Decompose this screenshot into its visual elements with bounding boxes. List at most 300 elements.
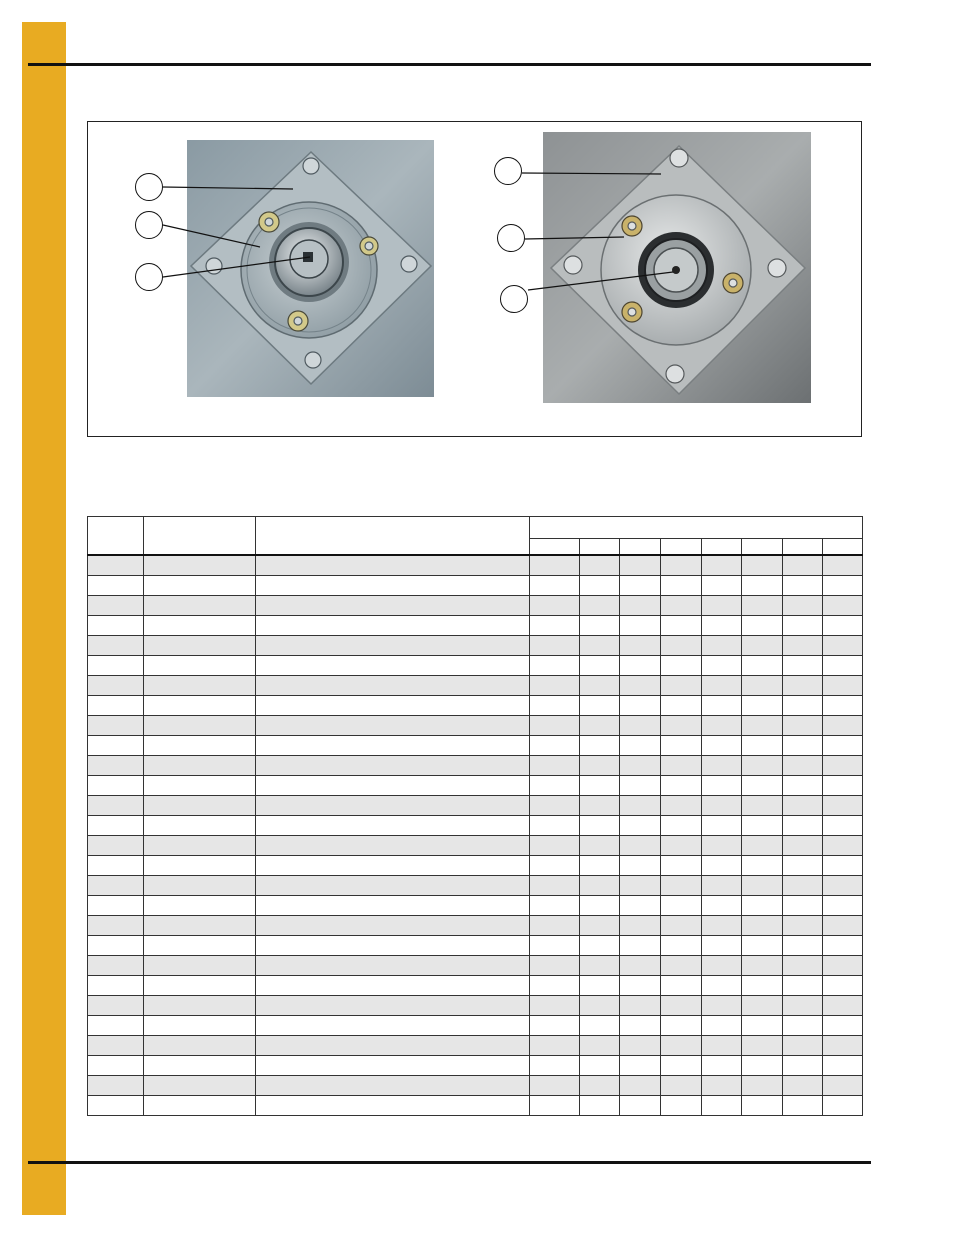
side-color-bar — [22, 22, 66, 1215]
table-cell — [661, 616, 702, 636]
table-cell — [144, 696, 256, 716]
table-cell — [702, 555, 742, 576]
table-cell — [742, 876, 783, 896]
table-cell — [530, 856, 580, 876]
header-rule — [28, 63, 871, 66]
header-description — [256, 517, 530, 556]
table-cell — [823, 1056, 863, 1076]
table-row — [88, 916, 863, 936]
table-cell — [256, 1076, 530, 1096]
table-cell — [783, 1076, 823, 1096]
table-cell — [783, 596, 823, 616]
table-cell — [783, 976, 823, 996]
table-cell — [144, 796, 256, 816]
table-cell — [783, 816, 823, 836]
table-cell — [88, 676, 144, 696]
header-group — [530, 517, 863, 539]
table-cell — [702, 756, 742, 776]
table-cell — [620, 1056, 661, 1076]
table-cell — [661, 696, 702, 716]
table-cell — [530, 936, 580, 956]
table-cell — [620, 736, 661, 756]
table-cell — [783, 1036, 823, 1056]
table-cell — [144, 736, 256, 756]
table-cell — [580, 816, 620, 836]
table-cell — [530, 896, 580, 916]
table-cell — [256, 656, 530, 676]
table-cell — [580, 636, 620, 656]
table-cell — [783, 956, 823, 976]
table-cell — [580, 1016, 620, 1036]
table-cell — [256, 696, 530, 716]
table-cell — [702, 1096, 742, 1116]
table-cell — [256, 636, 530, 656]
table-cell — [144, 916, 256, 936]
table-cell — [530, 836, 580, 856]
table-cell — [144, 816, 256, 836]
table-row — [88, 636, 863, 656]
table-cell — [580, 736, 620, 756]
table-cell — [742, 716, 783, 736]
table-row — [88, 996, 863, 1016]
table-cell — [530, 916, 580, 936]
table-cell — [580, 696, 620, 716]
table-cell — [742, 856, 783, 876]
table-cell — [620, 976, 661, 996]
table-cell — [823, 636, 863, 656]
table-cell — [530, 596, 580, 616]
table-cell — [742, 696, 783, 716]
table-cell — [256, 736, 530, 756]
table-cell — [88, 1056, 144, 1076]
table-cell — [742, 976, 783, 996]
table-cell — [742, 616, 783, 636]
table-row — [88, 656, 863, 676]
table-cell — [530, 976, 580, 996]
table-cell — [783, 916, 823, 936]
table-cell — [783, 896, 823, 916]
table-cell — [88, 1096, 144, 1116]
table-cell — [823, 696, 863, 716]
table-cell — [823, 896, 863, 916]
table-cell — [823, 836, 863, 856]
table-cell — [783, 856, 823, 876]
table-cell — [580, 616, 620, 636]
table-cell — [530, 876, 580, 896]
figure-panel — [87, 121, 862, 437]
table-cell — [580, 976, 620, 996]
table-cell — [88, 996, 144, 1016]
table-cell — [580, 756, 620, 776]
table-cell — [620, 616, 661, 636]
parts-table-body — [88, 555, 863, 1116]
table-cell — [88, 836, 144, 856]
table-cell — [661, 816, 702, 836]
table-cell — [144, 996, 256, 1016]
footer-rule — [28, 1161, 871, 1164]
table-row — [88, 736, 863, 756]
table-cell — [88, 576, 144, 596]
table-row — [88, 576, 863, 596]
table-cell — [256, 1036, 530, 1056]
table-cell — [256, 936, 530, 956]
table-row — [88, 1036, 863, 1056]
table-cell — [661, 656, 702, 676]
table-cell — [530, 1036, 580, 1056]
table-cell — [620, 596, 661, 616]
table-cell — [823, 996, 863, 1016]
table-cell — [742, 796, 783, 816]
table-cell — [256, 876, 530, 896]
table-cell — [620, 996, 661, 1016]
table-cell — [256, 1016, 530, 1036]
table-cell — [530, 716, 580, 736]
table-cell — [702, 1036, 742, 1056]
subheader-2 — [580, 539, 620, 556]
table-cell — [620, 936, 661, 956]
table-cell — [742, 916, 783, 936]
table-cell — [530, 816, 580, 836]
table-cell — [742, 1056, 783, 1076]
table-cell — [742, 576, 783, 596]
table-cell — [620, 876, 661, 896]
table-cell — [742, 1036, 783, 1056]
table-cell — [256, 976, 530, 996]
table-cell — [661, 796, 702, 816]
table-cell — [742, 936, 783, 956]
subheader-4 — [661, 539, 702, 556]
table-cell — [620, 756, 661, 776]
table-cell — [256, 796, 530, 816]
table-cell — [144, 836, 256, 856]
table-cell — [742, 836, 783, 856]
table-cell — [823, 876, 863, 896]
table-cell — [823, 596, 863, 616]
table-cell — [702, 1016, 742, 1036]
table-cell — [580, 1076, 620, 1096]
table-cell — [783, 696, 823, 716]
table-row — [88, 1056, 863, 1076]
table-cell — [256, 676, 530, 696]
table-cell — [620, 856, 661, 876]
table-cell — [823, 736, 863, 756]
table-cell — [580, 936, 620, 956]
subheader-5 — [702, 539, 742, 556]
table-cell — [661, 1096, 702, 1116]
table-cell — [620, 696, 661, 716]
table-cell — [144, 596, 256, 616]
table-cell — [823, 616, 863, 636]
table-row — [88, 1016, 863, 1036]
table-cell — [823, 716, 863, 736]
table-cell — [256, 836, 530, 856]
table-cell — [823, 956, 863, 976]
table-cell — [530, 696, 580, 716]
table-cell — [742, 596, 783, 616]
subheader-7 — [783, 539, 823, 556]
table-cell — [580, 656, 620, 676]
table-cell — [783, 656, 823, 676]
table-cell — [580, 676, 620, 696]
table-cell — [661, 1076, 702, 1096]
table-cell — [88, 555, 144, 576]
table-cell — [620, 836, 661, 856]
table-cell — [620, 576, 661, 596]
table-cell — [144, 856, 256, 876]
right-callout-3 — [500, 285, 528, 313]
table-cell — [530, 555, 580, 576]
table-cell — [88, 776, 144, 796]
table-cell — [256, 856, 530, 876]
table-cell — [661, 596, 702, 616]
table-cell — [702, 636, 742, 656]
table-cell — [256, 576, 530, 596]
table-cell — [530, 756, 580, 776]
table-cell — [783, 796, 823, 816]
table-cell — [144, 716, 256, 736]
table-cell — [88, 736, 144, 756]
table-cell — [661, 716, 702, 736]
table-cell — [783, 996, 823, 1016]
table-row — [88, 1096, 863, 1116]
table-cell — [661, 876, 702, 896]
table-row — [88, 616, 863, 636]
table-cell — [88, 1036, 144, 1056]
table-cell — [742, 816, 783, 836]
table-cell — [702, 1056, 742, 1076]
table-cell — [823, 555, 863, 576]
table-cell — [530, 616, 580, 636]
table-cell — [580, 996, 620, 1016]
table-cell — [661, 756, 702, 776]
table-row — [88, 776, 863, 796]
table-cell — [144, 1096, 256, 1116]
table-cell — [530, 636, 580, 656]
table-cell — [742, 656, 783, 676]
table-cell — [742, 1096, 783, 1116]
table-cell — [742, 736, 783, 756]
table-cell — [580, 796, 620, 816]
table-cell — [661, 776, 702, 796]
table-cell — [661, 636, 702, 656]
parts-table — [87, 516, 863, 1116]
table-cell — [742, 996, 783, 1016]
table-cell — [823, 676, 863, 696]
table-cell — [702, 896, 742, 916]
table-row — [88, 716, 863, 736]
table-cell — [88, 1016, 144, 1036]
table-cell — [823, 576, 863, 596]
table-cell — [620, 956, 661, 976]
table-cell — [144, 936, 256, 956]
table-row — [88, 856, 863, 876]
table-cell — [783, 756, 823, 776]
table-cell — [661, 1056, 702, 1076]
table-cell — [580, 856, 620, 876]
table-cell — [783, 1056, 823, 1076]
table-cell — [661, 1016, 702, 1036]
table-cell — [580, 596, 620, 616]
table-cell — [742, 1016, 783, 1036]
table-cell — [620, 656, 661, 676]
table-cell — [256, 956, 530, 976]
left-callout-1 — [135, 173, 163, 201]
table-row — [88, 1076, 863, 1096]
table-row — [88, 816, 863, 836]
table-cell — [742, 776, 783, 796]
table-cell — [88, 1076, 144, 1096]
table-cell — [144, 776, 256, 796]
table-cell — [144, 976, 256, 996]
table-row — [88, 956, 863, 976]
table-cell — [88, 856, 144, 876]
table-cell — [702, 816, 742, 836]
table-cell — [144, 1056, 256, 1076]
table-cell — [702, 796, 742, 816]
table-cell — [823, 816, 863, 836]
table-row — [88, 936, 863, 956]
table-cell — [702, 856, 742, 876]
table-cell — [702, 596, 742, 616]
table-cell — [580, 956, 620, 976]
table-cell — [620, 816, 661, 836]
table-cell — [661, 676, 702, 696]
subheader-3 — [620, 539, 661, 556]
table-cell — [702, 936, 742, 956]
table-cell — [580, 1096, 620, 1116]
table-row — [88, 876, 863, 896]
table-cell — [580, 1056, 620, 1076]
table-cell — [742, 555, 783, 576]
table-cell — [620, 1076, 661, 1096]
table-cell — [620, 636, 661, 656]
table-cell — [823, 1016, 863, 1036]
table-cell — [88, 816, 144, 836]
table-cell — [823, 936, 863, 956]
table-cell — [702, 996, 742, 1016]
table-cell — [742, 1076, 783, 1096]
table-cell — [620, 896, 661, 916]
table-cell — [702, 676, 742, 696]
table-cell — [88, 916, 144, 936]
table-cell — [742, 676, 783, 696]
table-cell — [256, 1056, 530, 1076]
table-cell — [742, 896, 783, 916]
right-callout-2 — [497, 224, 525, 252]
subheader-6 — [742, 539, 783, 556]
table-cell — [823, 776, 863, 796]
table-cell — [823, 756, 863, 776]
table-cell — [88, 656, 144, 676]
table-cell — [620, 1036, 661, 1056]
table-cell — [702, 976, 742, 996]
table-cell — [88, 956, 144, 976]
table-cell — [256, 616, 530, 636]
table-cell — [88, 696, 144, 716]
table-cell — [783, 716, 823, 736]
table-cell — [783, 1096, 823, 1116]
table-cell — [702, 1076, 742, 1096]
table-cell — [620, 1096, 661, 1116]
table-cell — [530, 956, 580, 976]
table-cell — [783, 676, 823, 696]
table-cell — [823, 916, 863, 936]
table-cell — [661, 1036, 702, 1056]
table-cell — [742, 956, 783, 976]
table-cell — [702, 656, 742, 676]
left-callout-2 — [135, 211, 163, 239]
table-cell — [530, 736, 580, 756]
table-cell — [88, 616, 144, 636]
table-cell — [144, 636, 256, 656]
table-cell — [620, 796, 661, 816]
table-cell — [702, 736, 742, 756]
table-row — [88, 756, 863, 776]
table-row — [88, 676, 863, 696]
table-cell — [88, 756, 144, 776]
table-cell — [256, 1096, 530, 1116]
table-cell — [620, 676, 661, 696]
table-cell — [783, 876, 823, 896]
table-cell — [88, 596, 144, 616]
table-cell — [661, 996, 702, 1016]
table-cell — [256, 756, 530, 776]
table-cell — [823, 656, 863, 676]
table-cell — [702, 836, 742, 856]
table-cell — [783, 836, 823, 856]
table-cell — [783, 616, 823, 636]
table-cell — [144, 555, 256, 576]
table-cell — [661, 896, 702, 916]
table-cell — [144, 576, 256, 596]
table-cell — [88, 976, 144, 996]
table-cell — [530, 1016, 580, 1036]
right-bearing-photo — [543, 132, 811, 403]
table-cell — [256, 996, 530, 1016]
header-part-number — [144, 517, 256, 556]
table-cell — [742, 636, 783, 656]
table-cell — [530, 1076, 580, 1096]
table-cell — [88, 896, 144, 916]
table-cell — [661, 916, 702, 936]
table-cell — [702, 956, 742, 976]
table-cell — [530, 676, 580, 696]
table-cell — [661, 936, 702, 956]
table-cell — [580, 876, 620, 896]
table-cell — [256, 596, 530, 616]
table-cell — [530, 776, 580, 796]
table-cell — [661, 736, 702, 756]
table-cell — [530, 1096, 580, 1116]
table-cell — [783, 576, 823, 596]
table-cell — [144, 876, 256, 896]
table-cell — [620, 1016, 661, 1036]
table-cell — [144, 1016, 256, 1036]
table-row — [88, 596, 863, 616]
table-cell — [823, 1096, 863, 1116]
table-cell — [580, 836, 620, 856]
table-cell — [620, 555, 661, 576]
table-cell — [144, 676, 256, 696]
table-cell — [823, 1076, 863, 1096]
table-cell — [702, 876, 742, 896]
table-cell — [783, 776, 823, 796]
table-cell — [256, 555, 530, 576]
table-cell — [256, 916, 530, 936]
table-cell — [144, 956, 256, 976]
table-cell — [144, 896, 256, 916]
table-cell — [823, 856, 863, 876]
